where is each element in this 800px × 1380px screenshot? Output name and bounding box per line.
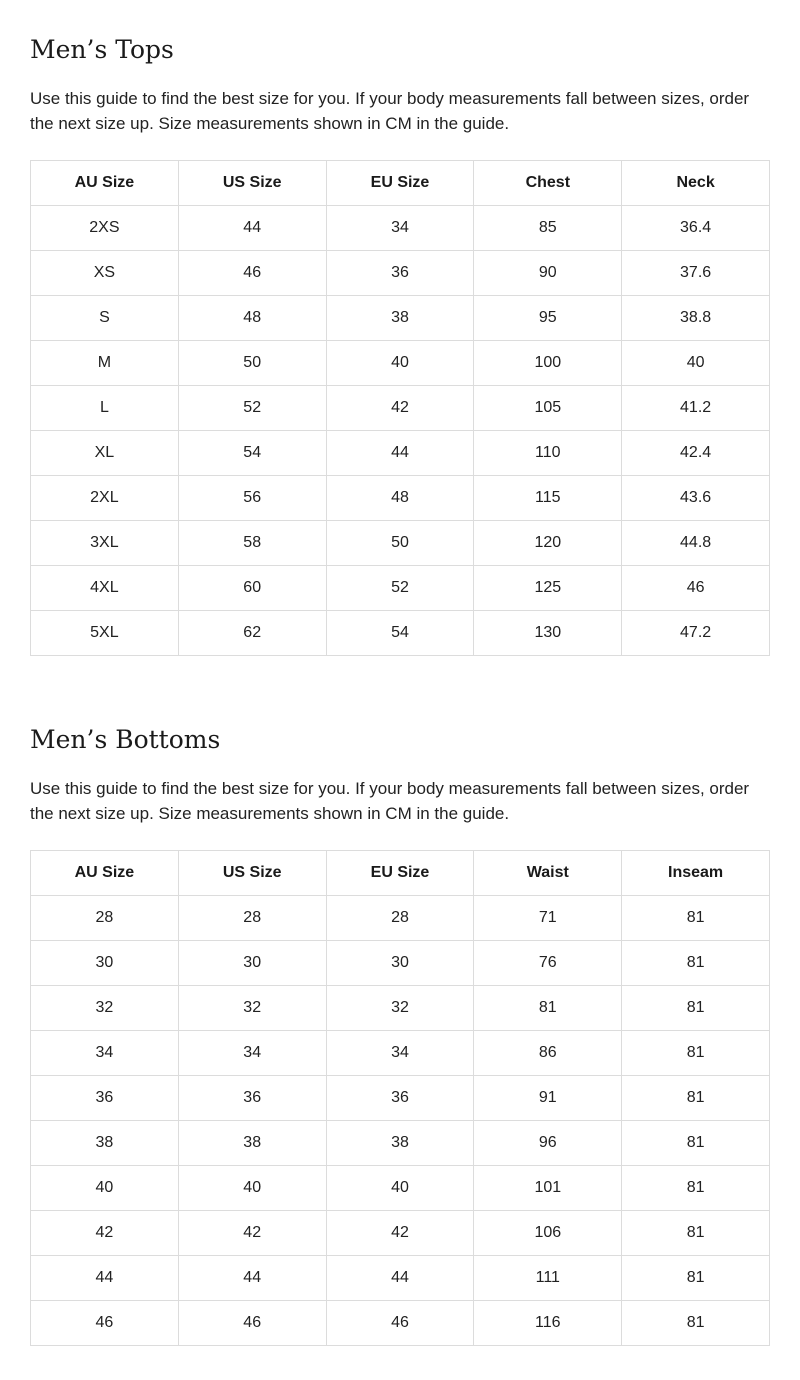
table-cell: 36.4 [622,206,770,251]
table-cell: 81 [622,896,770,941]
column-header: AU Size [31,161,179,206]
table-cell: 52 [326,566,474,611]
column-header: Neck [622,161,770,206]
section-title: Men’s Bottoms [30,725,221,754]
section-intro: Use this guide to find the best size for you. If your body measurements fall between sizes, order the next size up. Size measurements shown in CM in the guide. [30,779,750,823]
column-header: EU Size [326,851,474,896]
column-header: US Size [178,851,326,896]
table-cell: 3XL [31,521,179,566]
table-cell: 58 [178,521,326,566]
table-cell: 38 [326,1121,474,1166]
column-header: US Size [178,161,326,206]
table-cell: 81 [474,986,622,1031]
table-cell: 50 [178,341,326,386]
table-row [31,1211,770,1256]
table-cell: 111 [474,1256,622,1301]
table-cell: 60 [178,566,326,611]
table-cell: 76 [474,941,622,986]
table-cell: 91 [474,1076,622,1121]
table-cell: 81 [622,1121,770,1166]
table-row [31,521,770,566]
table-cell: 38 [326,296,474,341]
table-row [31,1301,770,1346]
column-header: Inseam [622,851,770,896]
table-cell: 40 [326,341,474,386]
table-cell: 41.2 [622,386,770,431]
table-row [31,476,770,521]
table-cell: 46 [31,1301,179,1346]
table-cell: 28 [326,896,474,941]
table-cell: 2XL [31,476,179,521]
table-cell: 30 [178,941,326,986]
table-cell: 46 [622,566,770,611]
table-cell: 32 [326,986,474,1031]
table-cell: 32 [31,986,179,1031]
table-cell: 40 [326,1166,474,1211]
table-header-row [31,161,770,206]
table-cell: 34 [326,1031,474,1076]
table-cell: 81 [622,1211,770,1256]
bottoms-section [30,720,770,1346]
tops-section [30,30,770,656]
table-cell: 42 [326,386,474,431]
table-cell: 2XS [31,206,179,251]
table-cell: 95 [474,296,622,341]
table-cell: 36 [326,1076,474,1121]
table-cell: 4XL [31,566,179,611]
table-cell: 100 [474,341,622,386]
table-cell: 81 [622,941,770,986]
table-row [31,206,770,251]
table-cell: 34 [326,206,474,251]
table-cell: 46 [178,251,326,296]
table-cell: 86 [474,1031,622,1076]
table-cell: 48 [326,476,474,521]
table-cell: 85 [474,206,622,251]
table-row [31,1121,770,1166]
table-row [31,1256,770,1301]
table-cell: 81 [622,1076,770,1121]
table-cell: 96 [474,1121,622,1166]
column-header: EU Size [326,161,474,206]
table-cell: 46 [326,1301,474,1346]
section-intro: Use this guide to find the best size for you. If your body measurements fall between sizes, order the next size up. Size measurements shown in CM in the guide. [30,89,750,133]
table-cell: 5XL [31,611,179,656]
table-cell: 120 [474,521,622,566]
table-cell: 38 [178,1121,326,1166]
table-row [31,941,770,986]
table-row [31,341,770,386]
table-cell: 44.8 [622,521,770,566]
table-cell: 101 [474,1166,622,1211]
table-cell: 44 [31,1256,179,1301]
table-cell: 28 [178,896,326,941]
size-table [30,850,770,1346]
table-cell: 52 [178,386,326,431]
column-header: Chest [474,161,622,206]
table-cell: 32 [178,986,326,1031]
size-table [30,160,770,656]
table-cell: 46 [178,1301,326,1346]
table-cell: 38.8 [622,296,770,341]
table-row [31,431,770,476]
table-cell: 34 [178,1031,326,1076]
table-cell: 81 [622,1031,770,1076]
table-cell: 43.6 [622,476,770,521]
table-cell: 54 [326,611,474,656]
table-cell: 44 [326,1256,474,1301]
table-cell: 44 [178,206,326,251]
table-row [31,251,770,296]
table-cell: 106 [474,1211,622,1256]
table-cell: 54 [178,431,326,476]
table-header-row [31,851,770,896]
table-cell: 40 [622,341,770,386]
table-cell: 40 [31,1166,179,1211]
table-cell: 116 [474,1301,622,1346]
table-cell: 71 [474,896,622,941]
table-cell: 36 [31,1076,179,1121]
table-cell: 110 [474,431,622,476]
table-row [31,296,770,341]
table-cell: 105 [474,386,622,431]
table-row [31,566,770,611]
table-cell: 38 [31,1121,179,1166]
table-cell: 42 [178,1211,326,1256]
table-cell: 56 [178,476,326,521]
table-cell: 81 [622,1301,770,1346]
table-row [31,611,770,656]
table-row [31,986,770,1031]
table-cell: 47.2 [622,611,770,656]
table-row [31,1076,770,1121]
table-cell: 62 [178,611,326,656]
table-cell: 34 [31,1031,179,1076]
table-cell: 130 [474,611,622,656]
table-row [31,896,770,941]
table-cell: XS [31,251,179,296]
table-cell: 28 [31,896,179,941]
table-cell: 36 [326,251,474,296]
table-cell: 81 [622,986,770,1031]
table-row [31,386,770,431]
table-cell: 48 [178,296,326,341]
table-cell: 37.6 [622,251,770,296]
table-cell: 125 [474,566,622,611]
table-cell: 81 [622,1166,770,1211]
table-cell: XL [31,431,179,476]
section-title: Men’s Tops [30,35,174,64]
table-cell: 30 [31,941,179,986]
table-row [31,1166,770,1211]
table-cell: M [31,341,179,386]
table-cell: 81 [622,1256,770,1301]
column-header: Waist [474,851,622,896]
table-cell: 50 [326,521,474,566]
table-cell: S [31,296,179,341]
table-cell: 42 [31,1211,179,1256]
table-cell: 42.4 [622,431,770,476]
table-cell: 40 [178,1166,326,1211]
table-cell: 44 [326,431,474,476]
table-row [31,1031,770,1076]
table-cell: 115 [474,476,622,521]
table-cell: 90 [474,251,622,296]
table-cell: 30 [326,941,474,986]
table-cell: 42 [326,1211,474,1256]
table-cell: 36 [178,1076,326,1121]
table-cell: L [31,386,179,431]
table-cell: 44 [178,1256,326,1301]
column-header: AU Size [31,851,179,896]
